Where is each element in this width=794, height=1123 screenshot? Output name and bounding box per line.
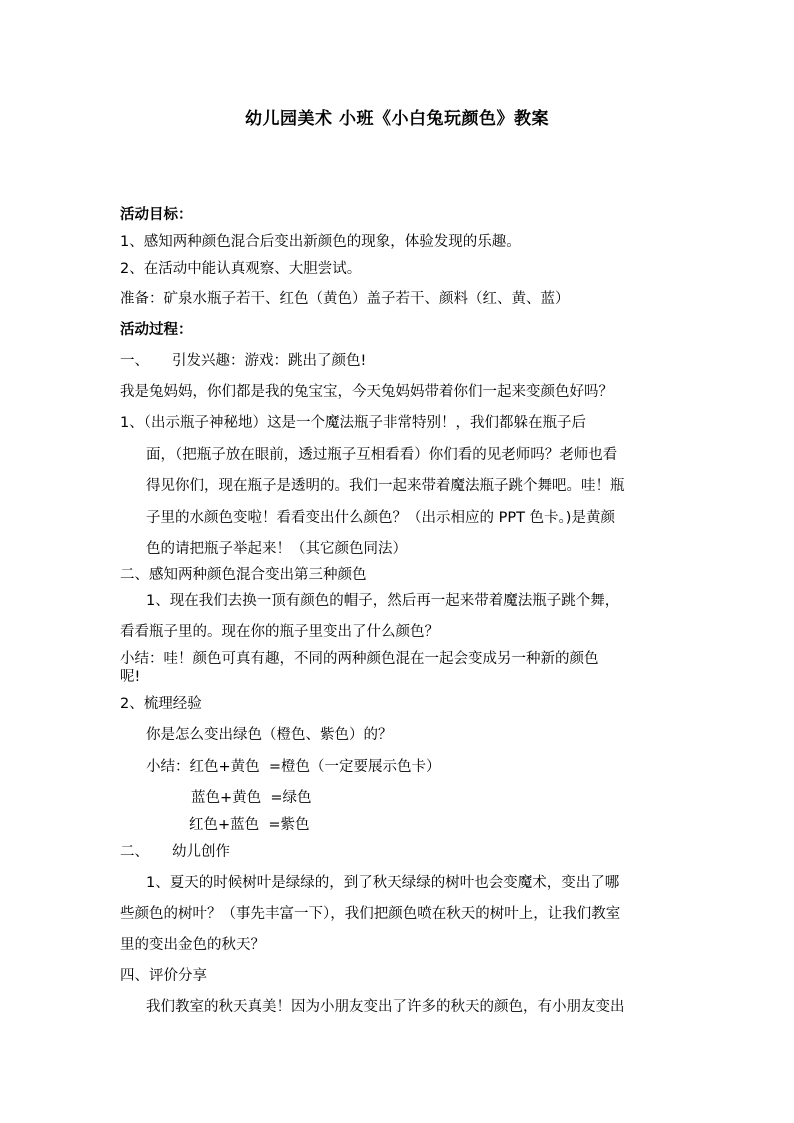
section-heading-goals: 活动目标： xyxy=(120,207,193,223)
paragraph-line: 你是怎么变出绿色（橙色、紫色）的？ xyxy=(146,727,393,743)
goal-1: 1、感知两种颜色混合后变出新颜色的现象，体验发现的乐趣。 xyxy=(120,234,521,250)
goal-2: 2、在活动中能认真观察、大胆尝试。 xyxy=(120,261,362,277)
document-title: 幼儿园美术 小班《小白兔玩颜色》教案 xyxy=(245,109,549,129)
step-3-heading: 二、 幼儿创作 xyxy=(120,844,231,860)
subsection-heading: 2、梳理经验 xyxy=(120,696,202,712)
paragraph-line: 看看瓶子里的。现在你的瓶子里变出了什么颜色？ xyxy=(120,624,439,640)
paragraph-line: 里的变出金色的秋天？ xyxy=(120,937,265,953)
paragraph-line: 面，（把瓶子放在眼前，透过瓶子互相看看）你们看的见老师吗？老师也看 xyxy=(146,447,618,463)
color-formula: 红色+蓝色 =紫色 xyxy=(189,817,310,833)
summary-line: 小结：哇！颜色可真有趣，不同的两种颜色混在一起会变成另一种新的颜色 xyxy=(120,651,599,667)
step-4-heading: 四、评价分享 xyxy=(120,968,207,984)
summary-line: 小结：红色+黄色 =橙色（一定要展示色卡） xyxy=(146,759,441,775)
paragraph-line: 我是兔妈妈，你们都是我的兔宝宝，今天兔妈妈带着你们一起来变颜色好吗？ xyxy=(120,384,613,400)
paragraph-line: 色的请把瓶子举起来！（其它颜色同法） xyxy=(146,541,407,557)
summary-line: 呢! xyxy=(120,669,141,685)
paragraph-line: 我们教室的秋天真美！因为小朋友变出了许多的秋天的颜色，有小朋友变出 xyxy=(146,999,625,1015)
step-2-heading: 二、感知两种颜色混合变出第三种颜色 xyxy=(120,567,367,583)
paragraph-line: 子里的水颜色变啦！看看变出什么颜色？（出示相应的 PPT 色卡。)是黄颜 xyxy=(146,510,615,526)
paragraph-line: 1、（出示瓶子神秘地）这是一个魔法瓶子非常特别！，我们都躲在瓶子后 xyxy=(120,415,586,431)
paragraph-line: 得见你们，现在瓶子是透明的。我们一起来带着魔法瓶子跳个舞吧。哇！瓶 xyxy=(146,478,625,494)
paragraph-line: 些颜色的树叶？（事先丰富一下），我们把颜色喷在秋天的树叶上，让我们教室 xyxy=(120,906,621,922)
color-formula: 蓝色+黄色 =绿色 xyxy=(191,790,312,806)
section-heading-process: 活动过程： xyxy=(120,322,193,338)
paragraph-line: 1、现在我们去换一顶有颜色的帽子，然后再一起来带着魔法瓶子跳个舞， xyxy=(146,593,620,609)
step-1-heading: 一、 引发兴趣：游戏：跳出了颜色! xyxy=(120,353,367,369)
preparation: 准备：矿泉水瓶子若干、红色（黄色）盖子若干、颜料（红、黄、蓝） xyxy=(120,291,570,307)
paragraph-line: 1、夏天的时候树叶是绿绿的，到了秋天绿绿的树叶也会变魔术，变出了哪 xyxy=(146,875,620,891)
